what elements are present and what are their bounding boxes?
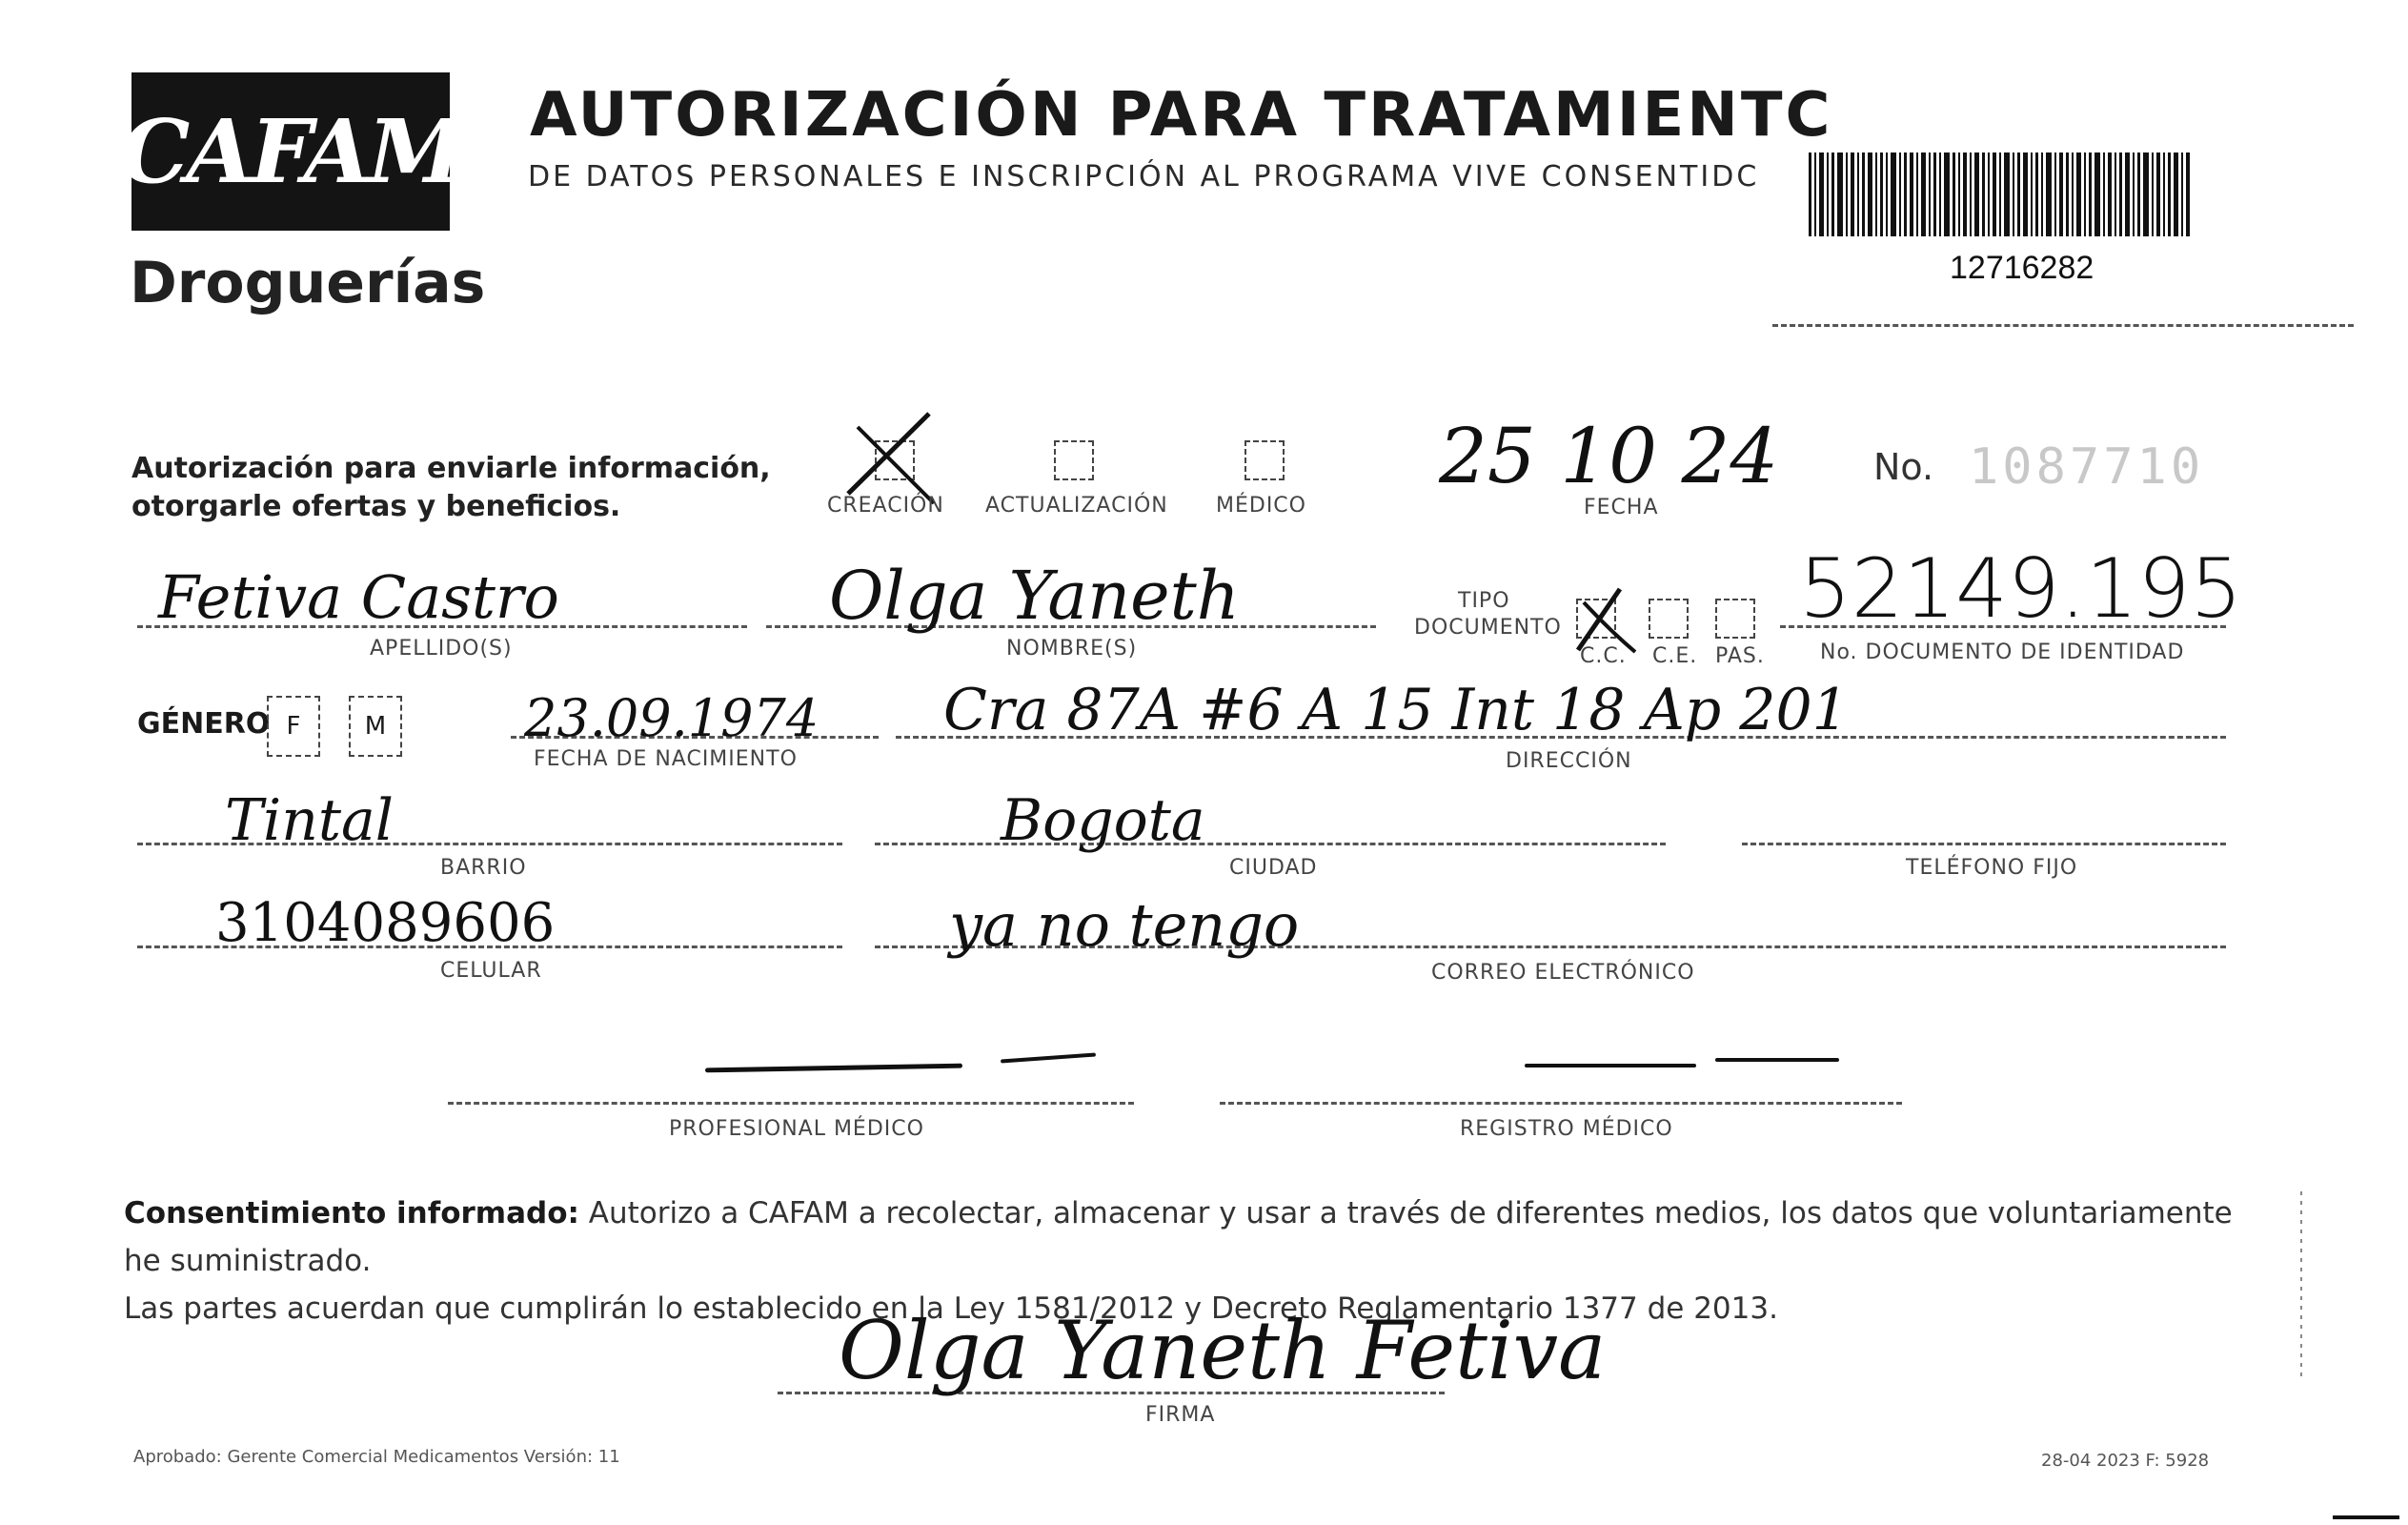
profesional-label: PROFESIONAL MÉDICO xyxy=(669,1117,924,1141)
genero-m-label: M xyxy=(364,712,387,741)
barcode-icon xyxy=(1809,152,2190,236)
fecha-value: 25 10 24 xyxy=(1439,412,1779,500)
barcode-number: 12716282 xyxy=(1950,250,2094,286)
approval-footer: Aprobado: Gerente Comercial Medicamentos Versión: 11 xyxy=(133,1447,620,1467)
form-title: AUTORIZACIÓN PARA TRATAMIENTC xyxy=(530,80,1833,151)
cc-label: C.C. xyxy=(1580,644,1627,668)
celular-field[interactable]: 3104089606 xyxy=(215,892,556,954)
nombres-label: NOMBRE(S) xyxy=(1006,637,1138,661)
pas-label: PAS. xyxy=(1715,644,1765,668)
intro-line-2: otorgarle ofertas y beneficios. xyxy=(132,490,621,523)
tipo-doc-label-2: DOCUMENTO xyxy=(1414,616,1562,640)
signature[interactable]: Olga Yaneth Fetiva xyxy=(839,1304,1607,1397)
genero-label: GÉNERO xyxy=(137,707,271,741)
date-code-footer: 28-04 2023 F: 5928 xyxy=(2041,1451,2210,1471)
actualizacion-label: ACTUALIZACIÓN xyxy=(985,494,1168,518)
barrio-label: BARRIO xyxy=(440,856,527,880)
registro-stroke xyxy=(1525,1064,1696,1068)
profesional-line[interactable] xyxy=(448,1102,1134,1105)
direccion-label: DIRECCIÓN xyxy=(1506,749,1632,773)
ciudad-label: CIUDAD xyxy=(1229,856,1318,880)
barrio-field[interactable]: Tintal xyxy=(225,787,394,854)
logo-text: CAFAM xyxy=(120,100,461,203)
consent-line-2: Las partes acuerdan que cumplirán lo establecido en la Ley 1581/2012 y Decreto Reglamentario 1377 de 2013. xyxy=(124,1291,1778,1326)
medico-label: MÉDICO xyxy=(1216,494,1306,518)
ciudad-line xyxy=(875,843,1666,845)
pas-checkbox[interactable] xyxy=(1715,599,1755,639)
registro-label: REGISTRO MÉDICO xyxy=(1460,1117,1673,1141)
telefono-label: TELÉFONO FIJO xyxy=(1906,856,2078,880)
number-label: No. xyxy=(1873,446,1934,488)
apellidos-field[interactable]: Fetiva Castro xyxy=(158,562,559,632)
form-subtitle: DE DATOS PERSONALES E INSCRIPCIÓN AL PROGRAMA VIVE CONSENTIDC xyxy=(528,160,1760,193)
documento-field[interactable]: 52149.195 xyxy=(1799,541,2243,637)
fecha-label: FECHA xyxy=(1584,496,1659,519)
genero-m-checkbox[interactable] xyxy=(349,696,402,757)
creacion-label: CREACIÓN xyxy=(827,494,944,518)
correo-label: CORREO ELECTRÓNICO xyxy=(1431,961,1695,985)
nacimiento-field[interactable]: 23.09.1974 xyxy=(524,688,820,748)
brand-subtitle: Droguerías xyxy=(130,250,486,316)
medico-checkbox[interactable] xyxy=(1244,440,1285,480)
divider xyxy=(1772,324,2354,327)
form-number: 1087710 xyxy=(1969,438,2205,496)
consent-line-1: Autorizo a CAFAM a recolectar, almacenar y usar a través de diferentes medios, los datos que voluntariamente he suministrado. xyxy=(124,1196,2233,1278)
profesional-stroke xyxy=(705,1064,962,1073)
intro-line-1: Autorización para enviarle información, xyxy=(132,452,771,485)
ce-checkbox[interactable] xyxy=(1649,599,1689,639)
celular-label: CELULAR xyxy=(440,959,542,983)
documento-label: No. DOCUMENTO DE IDENTIDAD xyxy=(1820,640,2185,664)
edge-mark xyxy=(2333,1515,2399,1519)
genero-f-label: F xyxy=(286,712,301,741)
genero-f-checkbox[interactable] xyxy=(267,696,320,757)
cafam-logo xyxy=(120,72,461,231)
profesional-stroke-2 xyxy=(1001,1053,1096,1064)
correo-field[interactable]: ya no tengo xyxy=(949,890,1300,960)
registro-stroke-2 xyxy=(1715,1058,1839,1062)
telefono-line[interactable] xyxy=(1742,843,2226,845)
nacimiento-label: FECHA DE NACIMIENTO xyxy=(534,747,798,771)
ce-label: C.E. xyxy=(1652,644,1698,668)
side-print-icon xyxy=(2287,1182,2316,1392)
firma-label: FIRMA xyxy=(1145,1403,1216,1427)
apellidos-label: APELLIDO(S) xyxy=(370,637,513,661)
registro-line[interactable] xyxy=(1220,1102,1902,1105)
direccion-field[interactable]: Cra 87A #6 A 15 Int 18 Ap 201 xyxy=(943,677,1849,743)
nombres-field[interactable]: Olga Yaneth xyxy=(829,557,1240,635)
ciudad-field[interactable]: Bogota xyxy=(1001,787,1205,854)
consent-heading: Consentimiento informado: xyxy=(124,1196,579,1230)
actualizacion-checkbox[interactable] xyxy=(1054,440,1094,480)
authorization-intro xyxy=(132,450,771,526)
tipo-doc-label-1: TIPO xyxy=(1458,589,1510,613)
